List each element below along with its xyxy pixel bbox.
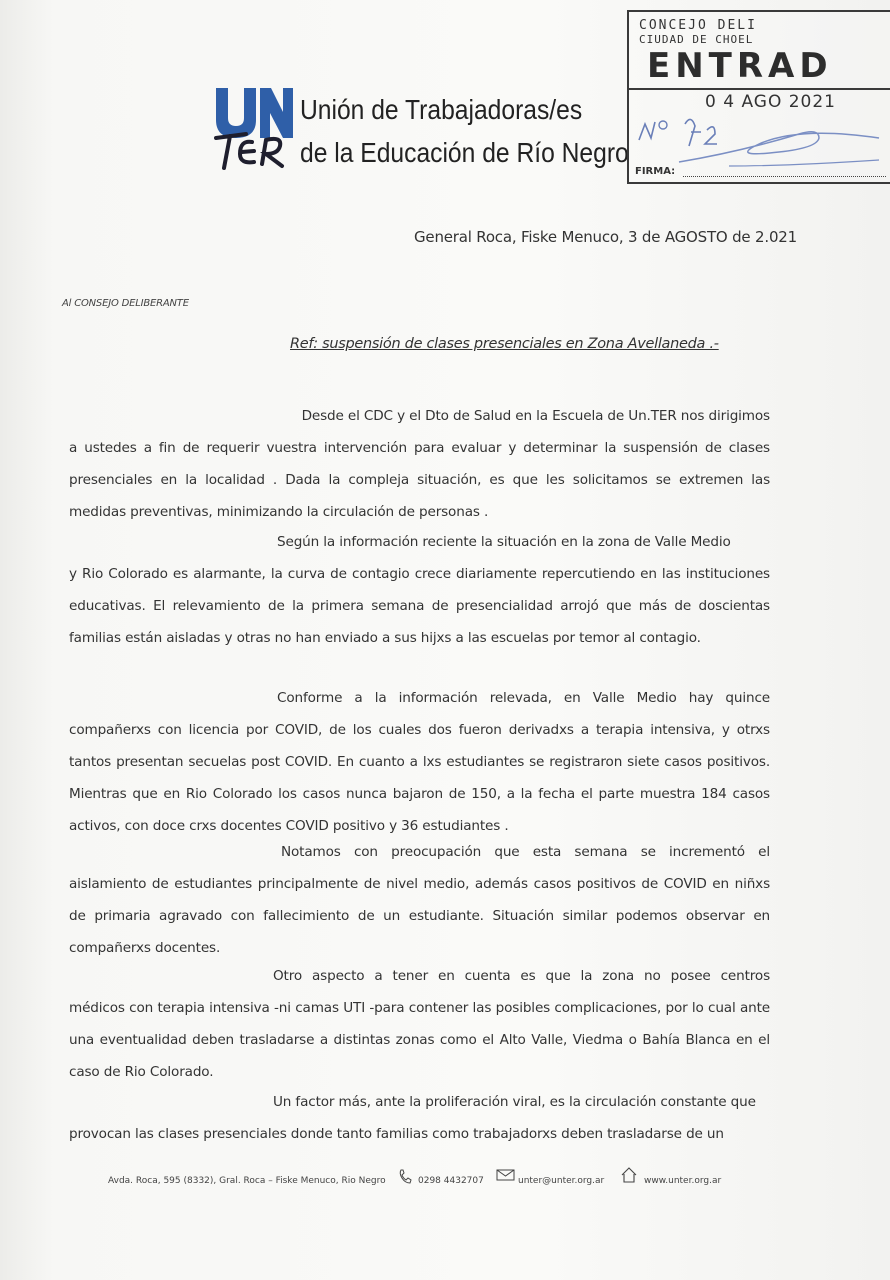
handwritten-number-signature	[629, 12, 890, 182]
house-icon	[620, 1166, 638, 1184]
paragraph-2: Según la información reciente la situación en la zona de Valle Medio y Rio Colorado es alarmante, la curva de contagio crece diariamente repercutiendo en las instituciones educativas. El relevamiento de la primera semana de presencialidad arrojó que más de doscientas familias están aisladas y otras no han enviado a sus hijxs a las escuelas por temor al contagio.	[69, 534, 770, 646]
org-name-line1: Unión de Trabajadoras/es	[300, 94, 583, 125]
envelope-icon	[496, 1168, 516, 1182]
paragraph-3: Conforme a la información relevada, en Valle Medio hay quince compañerxs con licencia por COVID, de los cuales dos fueron derivadxs a terapia intensiva, y otrxs tantos presentan secuelas post COVID. En cuanto a lxs estudiantes se registraron siete casos positivos. Mientras que en Rio Colorado los casos nunca bajaron de 150, a la fecha el parte muestra 184 casos activos, con doce crxs docentes COVID positivo y 36 estudiantes .	[69, 690, 770, 834]
phone-icon	[398, 1168, 414, 1184]
paragraph-1: Desde el CDC y el Dto de Salud en la Escuela de Un.TER nos dirigimos a ustedes a fin de requerir vuestra intervención para evaluar y determinar la suspensión de clases presenciales en la localidad . Dada la compleja situación, es que les solicitamos se extremen las medidas preventivas, minimizando la circulación de personas .	[69, 408, 770, 520]
footer-address: Avda. Roca, 595 (8332), Gral. Roca – Fiske Menuco, Rio Negro	[108, 1176, 386, 1186]
letter-date: General Roca, Fiske Menuco, 3 de AGOSTO de 2.021	[414, 228, 797, 246]
stamp-line1: CONCEJO DELI	[639, 18, 757, 33]
footer-web: www.unter.org.ar	[644, 1176, 722, 1186]
org-name-line2: de la Educación de Río Negro	[300, 137, 629, 168]
footer-email: unter@unter.org.ar	[518, 1176, 605, 1186]
letter-reference: Ref: suspensión de clases presenciales en Zona Avellaneda .-	[290, 336, 719, 352]
letter-addressee: Al CONSEJO DELIBERANTE	[62, 298, 189, 309]
footer-phone: 0298 4432707	[418, 1176, 484, 1186]
stamp-date: 0 4 AGO 2021	[705, 92, 836, 112]
stamp-firma-label: FIRMA:	[635, 166, 676, 177]
paragraph-6: Un factor más, ante la proliferación viral, es la circulación constante que provocan las clases presenciales donde tanto familias como trabajadorxs deben trasladarse de un	[69, 1094, 756, 1142]
stamp-line2: CIUDAD DE CHOEL	[639, 33, 754, 46]
unter-logo-icon	[212, 84, 296, 172]
paragraph-5: Otro aspecto a tener en cuenta es que la zona no posee centros médicos con terapia intensiva -ni camas UTI -para contener las posibles complicaciones, por lo cual ante una eventualidad deben trasladarse a distintas zonas como el Alto Valle, Viedma o Bahía Blanca en el caso de Rio Colorado.	[69, 968, 770, 1080]
letterhead-footer	[108, 1168, 748, 1192]
reception-stamp	[627, 10, 890, 184]
paragraph-4: Notamos con preocupación que esta semana se incrementó el aislamiento de estudiantes principalmente de nivel medio, además casos positivos de COVID en niñxs de primaria agravado con fallecimiento de un estudiante. Situación similar podemos observar en compañerxs docentes.	[69, 844, 770, 956]
stamp-line3: ENTRAD	[647, 46, 833, 86]
organization-name	[300, 88, 629, 174]
